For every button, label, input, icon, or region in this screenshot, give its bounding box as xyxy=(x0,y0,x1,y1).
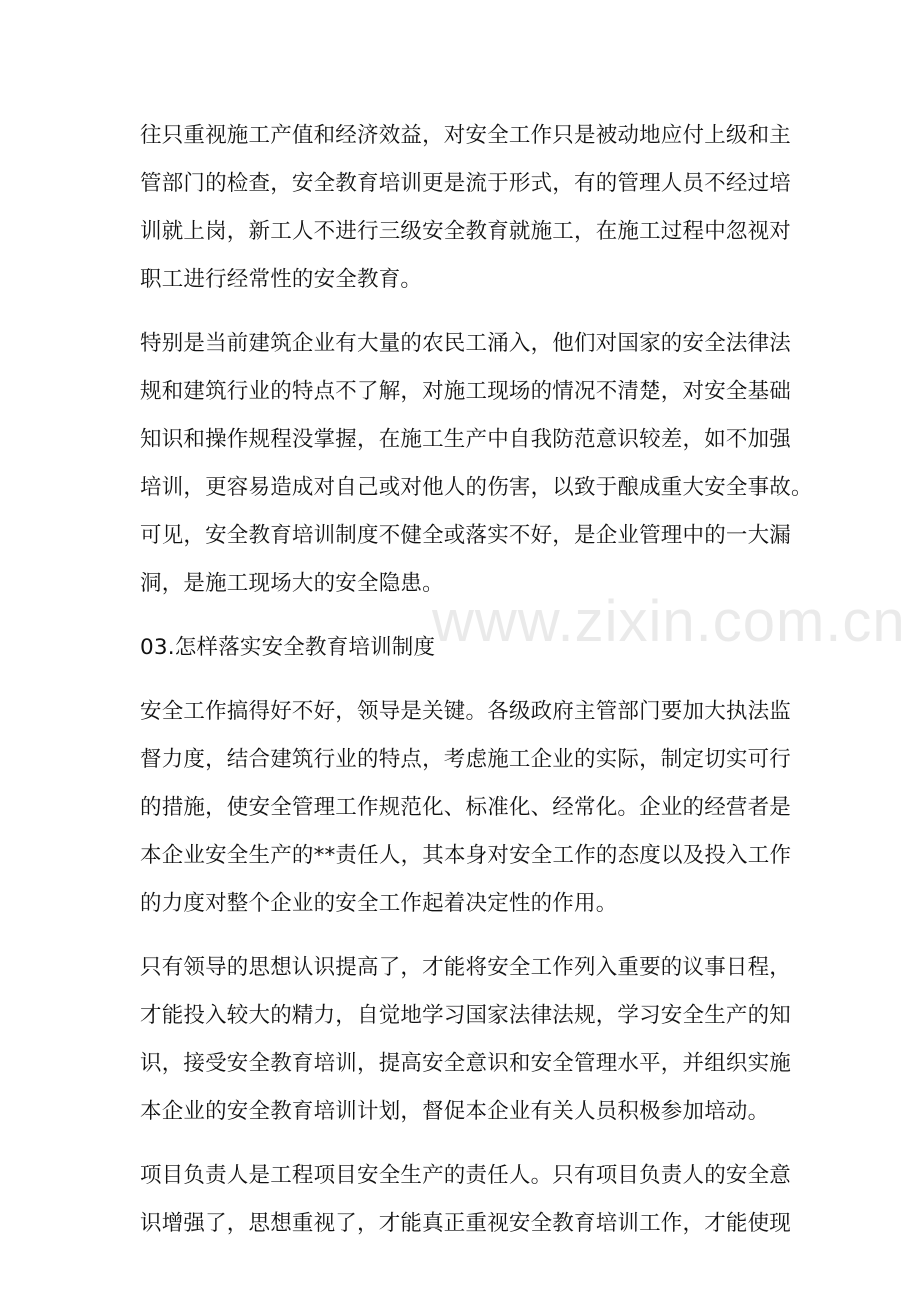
paragraph-gap xyxy=(140,672,800,688)
text-line: 本企业安全生产的**责任人，其本身对安全工作的态度以及投入工作 xyxy=(140,843,792,868)
text-line: 知识和操作规程没掌握，在施工生产中自我防范意识较差，如不加强 xyxy=(140,427,792,452)
text-line: 职工进行经常性的安全教育。 xyxy=(140,267,423,292)
paragraph-4 xyxy=(140,944,800,1136)
text-line: 洞，是施工现场大的安全隐患。 xyxy=(140,571,444,596)
paragraph-5 xyxy=(140,1152,800,1248)
text-line: 管部门的检查，安全教育培训更是流于形式，有的管理人员不经过培 xyxy=(140,171,792,196)
text-line: 的措施，使安全管理工作规范化、标准化、经常化。企业的经营者是 xyxy=(140,795,792,820)
text-line: 安全工作搞得好不好，领导是关键。各级政府主管部门要加大执法监 xyxy=(140,699,792,724)
text-line: 项目负责人是工程项目安全生产的责任人。只有项目负责人的安全意 xyxy=(140,1163,792,1188)
section-heading xyxy=(140,624,800,672)
text-line: 特别是当前建筑企业有大量的农民工涌入，他们对国家的安全法律法 xyxy=(140,331,792,356)
paragraph-gap xyxy=(140,1136,800,1152)
text-line: 督力度，结合建筑行业的特点，考虑施工企业的实际，制定切实可行 xyxy=(140,747,792,772)
paragraph-3 xyxy=(140,688,800,928)
text-line: 的力度对整个企业的安全工作起着决定性的作用。 xyxy=(140,891,618,916)
text-line: 识增强了，思想重视了，才能真正重视安全教育培训工作，才能使现 xyxy=(140,1211,792,1236)
document-body xyxy=(140,112,813,1248)
text-line: 培训，更容易造成对自己或对他人的伤害，以致于酿成重大安全事故。 xyxy=(140,475,813,500)
paragraph-gap xyxy=(140,304,800,320)
text-line: 只有领导的思想认识提高了，才能将安全工作列入重要的议事日程， xyxy=(140,955,792,980)
text-line: 可见，安全教育培训制度不健全或落实不好，是企业管理中的一大漏 xyxy=(140,523,792,548)
watermark: www.zixin.com.cn xyxy=(432,589,906,654)
paragraph-1 xyxy=(140,112,800,304)
text-line: 本企业的安全教育培训计划，督促本企业有关人员积极参加培动。 xyxy=(140,1099,770,1124)
text-line: 识，接受安全教育培训，提高安全意识和安全管理水平，并组织实施 xyxy=(140,1051,792,1076)
text-line: 规和建筑行业的特点不了解，对施工现场的情况不清楚，对安全基础 xyxy=(140,379,792,404)
text-line: 往只重视施工产值和经济效益，对安全工作只是被动地应付上级和主 xyxy=(140,123,792,148)
text-line: 才能投入较大的精力，自觉地学习国家法律法规，学习安全生产的知 xyxy=(140,1003,792,1028)
paragraph-2 xyxy=(140,320,813,608)
section-title: 03.怎样落实安全教育培训制度 xyxy=(140,635,436,660)
paragraph-gap xyxy=(140,928,800,944)
text-line: 训就上岗，新工人不进行三级安全教育就施工，在施工过程中忽视对 xyxy=(140,219,792,244)
paragraph-gap xyxy=(140,608,800,624)
